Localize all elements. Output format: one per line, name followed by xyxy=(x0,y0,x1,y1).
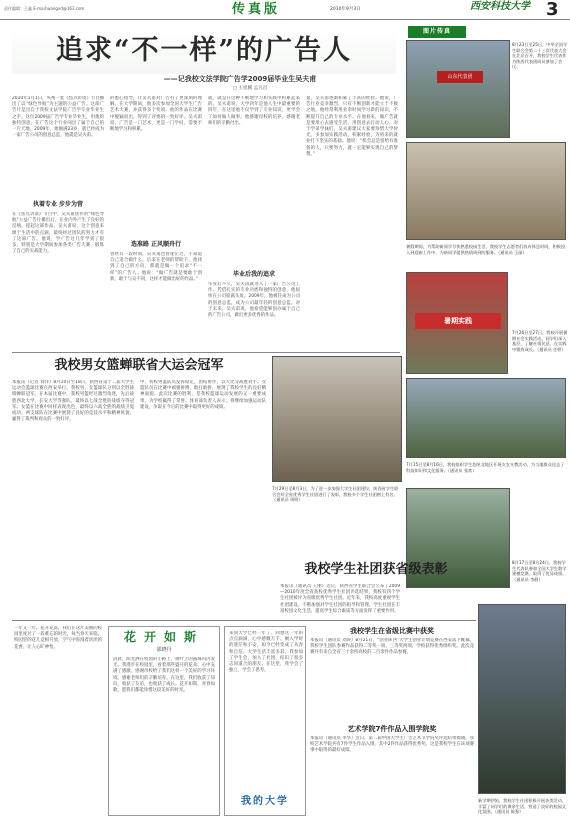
issue-date: 2010年9月3日 xyxy=(330,7,361,12)
page-number: 3 xyxy=(546,0,559,20)
lead-subhead-3: 毕业后我的追求 xyxy=(232,271,275,278)
lead-subhead-1: 执着专业 步步为营 xyxy=(32,201,84,208)
literary-col-a: 一年又一年，花开花落，我们在这片美丽的校园里度过了一段难忘的时光。每当春天来临，校园里的花儿竞相开放，空气中弥漫着淡淡的花香，让人心旷神怡。 xyxy=(14,626,102,650)
lead-col1b: 在《焦点访谈》节目中，吴夫甫创作的“绿色导航”公益广告片播出后，在业内外产生了良好的反响。提起这部作品，吴夫甫说，这个创意来源于生活中的点滴，最终经过团队的努力才有了这部广告。他说，学广告这几年学到了很多，特别是大学期间参加各类广告大赛，锻炼了自己的实战能力。 xyxy=(12,212,104,255)
photo-caption-5: 8月17日至8月24日，我校学生代表队参加全国大学生数学建模竞赛，取得了优异成绩。（通讯员 李静） xyxy=(512,560,567,582)
news-text-2: 本报讯（通讯员 李华）近日，第二届中国大学生广告艺术节学院奖评选结果揭晓，我校艺术学院共有7件学生作品入围，其中2件作品获得优秀奖。这是我校学生在该项赛事中取得的最好成绩。 xyxy=(310,736,474,754)
lead-col4: 量，吴夫甫逐渐积累了丰富的经验。他说，广告行业竞争激烈，只有不断创新才能立于不败之地。他经常利用业余时间学习新的知识，不断提升自己的专业水平。在他看来，做广告就是要用心去感受生活，用创意去打动人心。对于学弟学妹们，吴夫甫建议大家要珍惜大学时光，多参加实践活动，积累经验，为将来的就业打下坚实的基础。他说：“机会总是留给有准备的人，只要努力，就一定能够实现自己的梦想。” xyxy=(306,96,398,157)
lead-byline: □ 王旭鹏 孟凡昌 xyxy=(232,86,268,91)
lead-subtitle: ——记我校文法学院广告学2009届毕业生吴夫甫 xyxy=(163,75,317,83)
photo-caption-4: 7月15日至8月16日，我校组织学生赴陕北地区开展支农支教活动，为当地群众送去了科技知识和文化服务。（通讯员 张欢） xyxy=(406,462,565,473)
club-headline: 我校学生社团获省级表彰 xyxy=(304,562,448,577)
flower-author: 邵晓丹 xyxy=(156,647,172,653)
lead-headline: 追求“不一样”的广告人 xyxy=(12,28,396,74)
basketball-col2: 中，我校男篮队员发挥稳定，团结协作，以大比分战胜对手。女篮队员在比赛中顽强拼搏，敢打敢拼，展现了我校学生的良好精神面貌。此次比赛的胜利，是我校篮球运动发展的又一重要成果，为学校赢得了荣誉。体育部负责人表示，将继续加强运动队建设，争取在今后的比赛中取得更好的成绩。 xyxy=(140,380,266,410)
divider xyxy=(12,352,400,353)
divider-bottom xyxy=(12,620,476,621)
news-headline-2: 艺术学院7件作品入围学院奖 xyxy=(347,725,437,733)
editor-info: 责任编辑：王鑫 E-mail:wangxd@163.com xyxy=(4,6,85,11)
lead-subhead-2: 选准路 正风顺舟行 xyxy=(130,241,182,248)
mypaper-text: 来到大学已经一年了，回想这一年的点点滴滴，心中感慨万千。刚入学时的迷茫和不安，如今已经变成了从容和自信。大学生活丰富多彩，我参加了学生会，加入了社团，结识了很多志同道合的朋友。在这里，我学会了独立，学会了思考。 xyxy=(229,631,303,674)
lead-col3b: 毕业后不久，吴夫甫就进入了一家广告公司工作。凭借扎实的专业功底和独特的创意，他很快在公司崭露头角。2009年，他被任命为公司的创意总监，成为公司最年轻的创意总监。对于未来，吴夫甫说，他希望能够创办属于自己的广告公司，做出更多优秀的作品。 xyxy=(208,282,300,319)
photo-caption-1: 8月23日至25日，中华全国学生联合会第二十三次代表大会在北京召开，我校学生代表作为陕西代表团成员参加了会议。 xyxy=(512,42,568,70)
photo-caption-2: 暑假期间，为帮助新同学尽快熟悉校园生活，我校学生志愿者们放弃休息时间，积极投入到迎新工作中，为新同学提供热情周到的服务。（通讯员 王丽） xyxy=(406,244,566,255)
mypaper-title: 我的大学 xyxy=(241,796,289,807)
photo-volunteer-trip xyxy=(406,378,566,458)
photo-volunteers xyxy=(406,142,566,240)
news-headline-1: 我校学生在省级比赛中获奖 xyxy=(350,627,434,635)
photo-news-tag: 图片传真 xyxy=(408,26,466,38)
lead-col2: 的悉心指导，让吴夫甫对广告有了更深刻的理解。在大学期间，他多次参加全国大学生广告艺术大赛，并获得多个奖项。他的作品在比赛中脱颖而出，得到了评委的一致好评。吴夫甫说，广告是一门艺术，更是一门学问，需要不断地学习和积累。 xyxy=(110,96,202,133)
flower-title: 花开如斯 xyxy=(123,630,204,644)
basketball-col1: 本报讯（记者 刘洋）8月10日至18日，陕西省第十二届大学生运动会篮球比赛在西安举行。我校男、女篮球队分别以全胜战绩蝉联冠军。在本届比赛中，我校男篮经过激烈角逐，先后战胜西北大学、长安大学等强队，最终以七战全胜的战绩夺得冠军。女篮在比赛中同样表现出色，最终以六战全胜的战绩卫冕成功。两支球队在比赛中展现了良好的竞技水平和精神风貌，赢得了裁判和观众的一致好评。 xyxy=(12,380,134,423)
lead-col1: 2010年1月1日，央视一套《焦点访谈》节目播出了以“绿色导航”为主题的公益广告。这部广告片是出自于我校文法学院广告学专业毕业生之手。这位2009届广告学专业毕业生，用他的独特创意，在广告这个行业闯出了属于自己的一片天地。2009年，他刚满23岁，就已经成为一家广告公司的创意总监，他就是吴夫甫。 xyxy=(12,96,104,139)
club-text: 本报讯（通讯员 王丽）近日，陕西省学生联合会公布了2009—2010年度全省高校优秀学生社团评选结果，我校有四个学生社团被评为省级优秀学生社团。近年来，我校高度重视学生社团建设，不断加强对学生社团的指导和管理，学生社团在丰富校园文化生活、提高学生综合素质等方面发挥了重要作用。 xyxy=(280,584,400,614)
section-title: 传真版 xyxy=(231,2,280,17)
flower-box xyxy=(108,626,220,816)
basketball-headline: 我校男女篮蝉联省大运会冠军 xyxy=(54,358,224,373)
photo-caption-6: 新学期伊始，我校学生社团积极开展各类活动，丰富了同学们的课余生活，营造了良好的校园文化氛围。（通讯员 陈强） xyxy=(478,798,566,815)
photo-summer-practice xyxy=(406,272,508,374)
photo-caption-3: 7月26日至27日，我校开展暑期社会实践活动，同学们深入基层，了解社情民意，在实践中锻炼成长。（通讯员 任婷） xyxy=(512,330,568,352)
news-text-1: 本报讯（通讯员 刘涛）8月21日，“创业陕西”大学生创业计划竞赛在西安落下帷幕。我校学生团队参赛作品获得二等奖一项、三等奖两项，学校获得优秀组织奖。此次竞赛共有来自全省三十余所高校的二百余件作品参赛。 xyxy=(310,638,474,656)
club-photo-caption: 7月29日至8月3日，为了进一步加强大学生社团建设，陕西省学生联合会对全省优秀学生社团进行了表彰，我校多个学生社团榜上有名。（通讯员 周明） xyxy=(272,486,399,503)
summer-banner: 暑期实践 xyxy=(415,313,501,329)
flower-text: 清晨，阳光洒在校园的小路上，树叶上的露珠闪闪发光。我漫步在校园里，看着那些盛开的花朵，心中充满了感激。感谢母校给了我们这样一个美好的学习环境，感谢老师们的辛勤培育。在这里，我们收获了知识，收获了友谊，也收获了成长。花开如斯，青春如歌，愿我们都能珍惜这段美好的时光。 xyxy=(113,657,215,694)
photo-campus-activity xyxy=(478,604,566,794)
photo-classroom xyxy=(272,356,402,482)
photo-delegation xyxy=(406,40,510,138)
lead-col2b: 曾经有一段时间，吴夫甫也曾迷茫过，不知道自己适合做什么。后来在老师的帮助下，他找到了自己的方向，那就是做一个追求“不一样”的广告人。他说：“做广告就是要敢于创新，敢于与众不同，这样才能做出好的作品。” xyxy=(110,252,202,282)
mypaper-box xyxy=(224,626,306,816)
lead-col3: 就，就是在这种不断地学习和实践中积累起来的。吴夫甫说，大学四年是他人生中最重要的四年，在这里他不仅学到了专业知识，更学会了如何做人做事。他感谢母校的培养，感谢老师们的辛勤付出。 xyxy=(208,96,300,126)
newspaper-logo: 西安科技大学 xyxy=(470,1,530,12)
delegation-sign: 山东代表团 xyxy=(437,71,483,83)
